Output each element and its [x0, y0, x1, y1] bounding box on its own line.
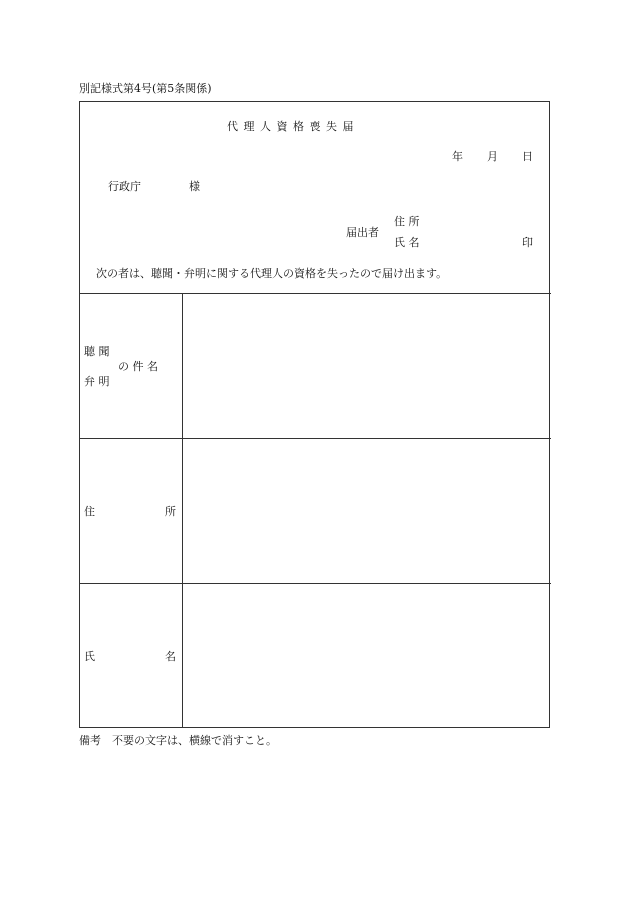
statement-text: 次の者は、聴聞・弁明に関する代理人の資格を失ったので届け出ます。 — [96, 267, 448, 280]
seal-mark: 印 — [522, 236, 533, 249]
name-field[interactable] — [184, 585, 549, 727]
address-field[interactable] — [184, 440, 549, 582]
name-label-left: 氏 — [84, 650, 95, 663]
notifier-address-label: 住 所 — [394, 215, 420, 228]
notifier-label: 届出者 — [346, 226, 379, 239]
remarks-note: 備考 不要の文字は、横線で消すこと。 — [79, 734, 277, 747]
divider-row-1 — [79, 438, 551, 439]
form-reference: 別記様式第4号(第5条関係) — [79, 82, 212, 95]
form-title: 代 理 人 資 格 喪 失 届 — [227, 120, 355, 133]
case-label-hearing: 聴 聞 — [84, 345, 110, 358]
address-label-right: 所 — [165, 505, 176, 518]
notifier-name-label: 氏 名 — [394, 236, 420, 249]
name-label-right: 名 — [165, 650, 176, 663]
case-label-suffix: の 件 名 — [118, 360, 158, 373]
addressee-agency: 行政庁 — [108, 180, 141, 193]
address-label-left: 住 — [84, 505, 95, 518]
addressee-honorific: 様 — [189, 180, 200, 193]
case-name-field[interactable] — [184, 295, 549, 437]
divider-row-2 — [79, 583, 551, 584]
divider-statement — [79, 293, 551, 294]
label-column-divider — [182, 293, 183, 728]
case-label-explanation: 弁 明 — [84, 375, 110, 388]
date-year-label: 年 — [452, 150, 463, 163]
date-day-label: 日 — [522, 150, 533, 163]
date-month-label: 月 — [487, 150, 498, 163]
